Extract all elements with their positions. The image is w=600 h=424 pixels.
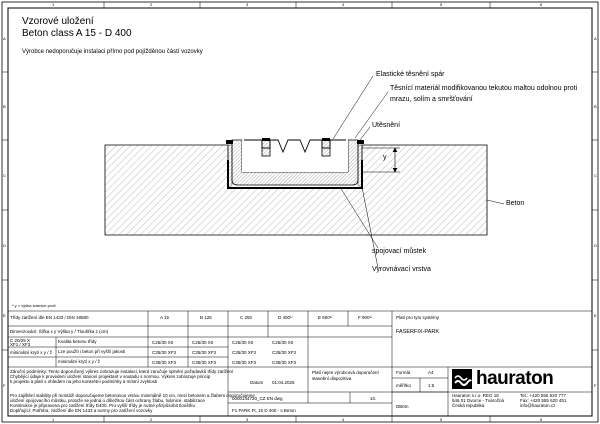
hauraton-logo [452,366,576,392]
row2-val: C25/30 X0 [272,340,294,345]
row2-val: C25/30 X0 [232,340,254,345]
company-info: 546 01 Dvorce - Tvarožná [452,398,504,403]
stability-note: Pro zajištění stability při montáži doporučujeme betonovou vrstvu minimálně 10 cm, mezi betonem a žlabem doporučujeme [10,393,255,398]
row4-val: C35/30 XF3 [192,360,217,365]
installation-note: Výrobce nedoporučuje instalaci přímo pod pojížděnou částí vozovky [22,49,203,55]
warranty-note: k projektu a platí s ohledem na jeho konkrétní podmínky a místní zvyklosti [10,379,158,384]
drawing-code: F1 PARK Ft, 10 D 400 - s Beton [232,408,296,413]
warranty-note: Záruční podmínky: Tento doporučený výkres zobrazuje instalaci, která zaručuje splnění požadavků třídy zatížení [10,369,234,374]
label-concrete: Beton [506,200,525,207]
company-info: Česká republika [452,403,485,408]
row-label: E [594,313,597,318]
dimension-row-label: Dimenzování: Šířka x y Výška y / Tloušťka z (cm) [10,329,109,334]
scale-value: 1:5 [428,383,435,388]
row3-val: C35/30 XF3 [272,350,297,355]
row-label: F [3,383,6,388]
row-label: D [594,243,597,248]
warranty-note: Chybějící údaje k provedení uložení stanoví projektant v souladu s normou. Výkres zobrazuje princip [10,374,211,379]
company-info: Fax: +420 555 620 451 [520,398,567,403]
scale-label: měřítko [396,383,412,388]
row4-val: C35/30 XF3 [232,360,257,365]
company-info: Tel.: +420 555 620 777 [520,393,566,398]
row-label: A [594,36,597,41]
project-label: Platí pro tyto systémy [396,315,440,320]
class-b125: B 125 [200,315,212,320]
col-label: 5 [440,2,443,7]
row-label: F [594,383,597,388]
logo-text: hauraton [476,368,554,389]
label-elastic-seal: Elastické těsnění spár [376,71,445,78]
footnote: * y = výška tvárnice proti [12,303,56,308]
drawing-title: Vzorové uložení [22,16,94,27]
format-label: Formát [396,370,411,375]
sheet-note: Platí nejen výrobcová doporučení [312,370,379,375]
row3-val: C35/30 XF3 [152,350,177,355]
sheet-note-2: stavební dispozitiva [312,376,352,381]
row4-val: C35/30 XF3 [152,360,177,365]
revision-index: 10. [370,396,377,401]
row4-desc: minimální krytí x y / ž [58,359,101,364]
sheet-value: DB0m [396,404,409,409]
company-info: Hauraton s.r.o. REG 18 [452,393,499,398]
class-c250: C 250 [240,315,253,320]
row2-desc: Kvalita betonu třídy [58,339,97,344]
project-name: FASERFIX-PARK [396,329,439,335]
drain-channel [232,140,358,185]
col-label: 2 [150,417,153,422]
row-label: B [594,104,597,109]
class-a15: A 15 [160,315,170,320]
row2-val: C25/30 X0 [192,340,214,345]
col-label: 4 [342,2,345,7]
class-f900: F 900¹⁾ [358,315,373,320]
format-value: A4 [428,370,434,375]
date-value: 01.04.2025 [272,380,295,385]
row2-label-a: C 20/25 X [10,338,31,343]
label-leveling-layer: Vyrovnávací vrstva [372,266,431,273]
row3-val: C35/30 XF3 [192,350,217,355]
row4-val: C35/30 XF3 [272,360,297,365]
row3-desc: Lze použít i beton při vyšší jakosti [58,349,126,354]
label-sealing-material-2: mrazu, solím a smršťování [390,96,473,103]
col-label: 1 [52,417,55,422]
stability-note: Doplňující: Potřeba, zatížení dle EN 1433 a normy pro zatížení vozovky [10,408,153,413]
logo-mark-icon [452,369,472,389]
col-label: 6 [540,417,543,422]
row-label: A [3,36,6,41]
row-label: D [3,243,6,248]
label-sealing-material: Těsnící materiál modifikovanou tekutou maltou odolnou proti [390,85,578,92]
col-label: 5 [440,417,443,422]
label-y: y [383,154,387,161]
row-label: C [3,173,6,178]
class-e600: E 600¹⁾ [318,315,333,320]
label-seal-strip: Utěsnění [372,122,401,129]
row2-val: C25/30 X0 [152,340,174,345]
row-label: B [3,104,6,109]
company-info: info@hauraton.cz [520,403,556,408]
col-label: 1 [52,2,55,7]
col-label: 3 [246,2,249,7]
row3-val: C35/30 XF3 [232,350,257,355]
drawing-subtitle: Beton class A 15 - D 400 [22,28,132,39]
col-label: 2 [150,2,153,7]
col-label: 3 [246,417,249,422]
label-bonding-bridge: spojovací můstek [372,248,427,255]
row-label: E [3,313,6,318]
row2-label-b: XF1 / XF3 [10,342,31,347]
row3-label: minimální krytí x y / ž [10,350,53,355]
col-label: 4 [342,417,345,422]
class-d400: D 400¹⁾ [278,315,293,320]
row-label: C [594,173,597,178]
stability-note: uložení spojovacího můstku, protože se jedná o důležitou část ochrany žlabu, tvárnice, stabilizace [10,398,205,403]
stability-note: Konstrukce je připravena pro zatížení třídy D400. Pro vyšší třídy je nutné přizpůsobit tloušťku [10,403,196,408]
col-label: 6 [540,2,543,7]
date-label: Datum [250,380,264,385]
class-header: Třídy zatížení dle EN 1433 / DIN 19580 [10,315,89,320]
doc-number: 0000144720_CZ EN dwg [232,396,283,401]
